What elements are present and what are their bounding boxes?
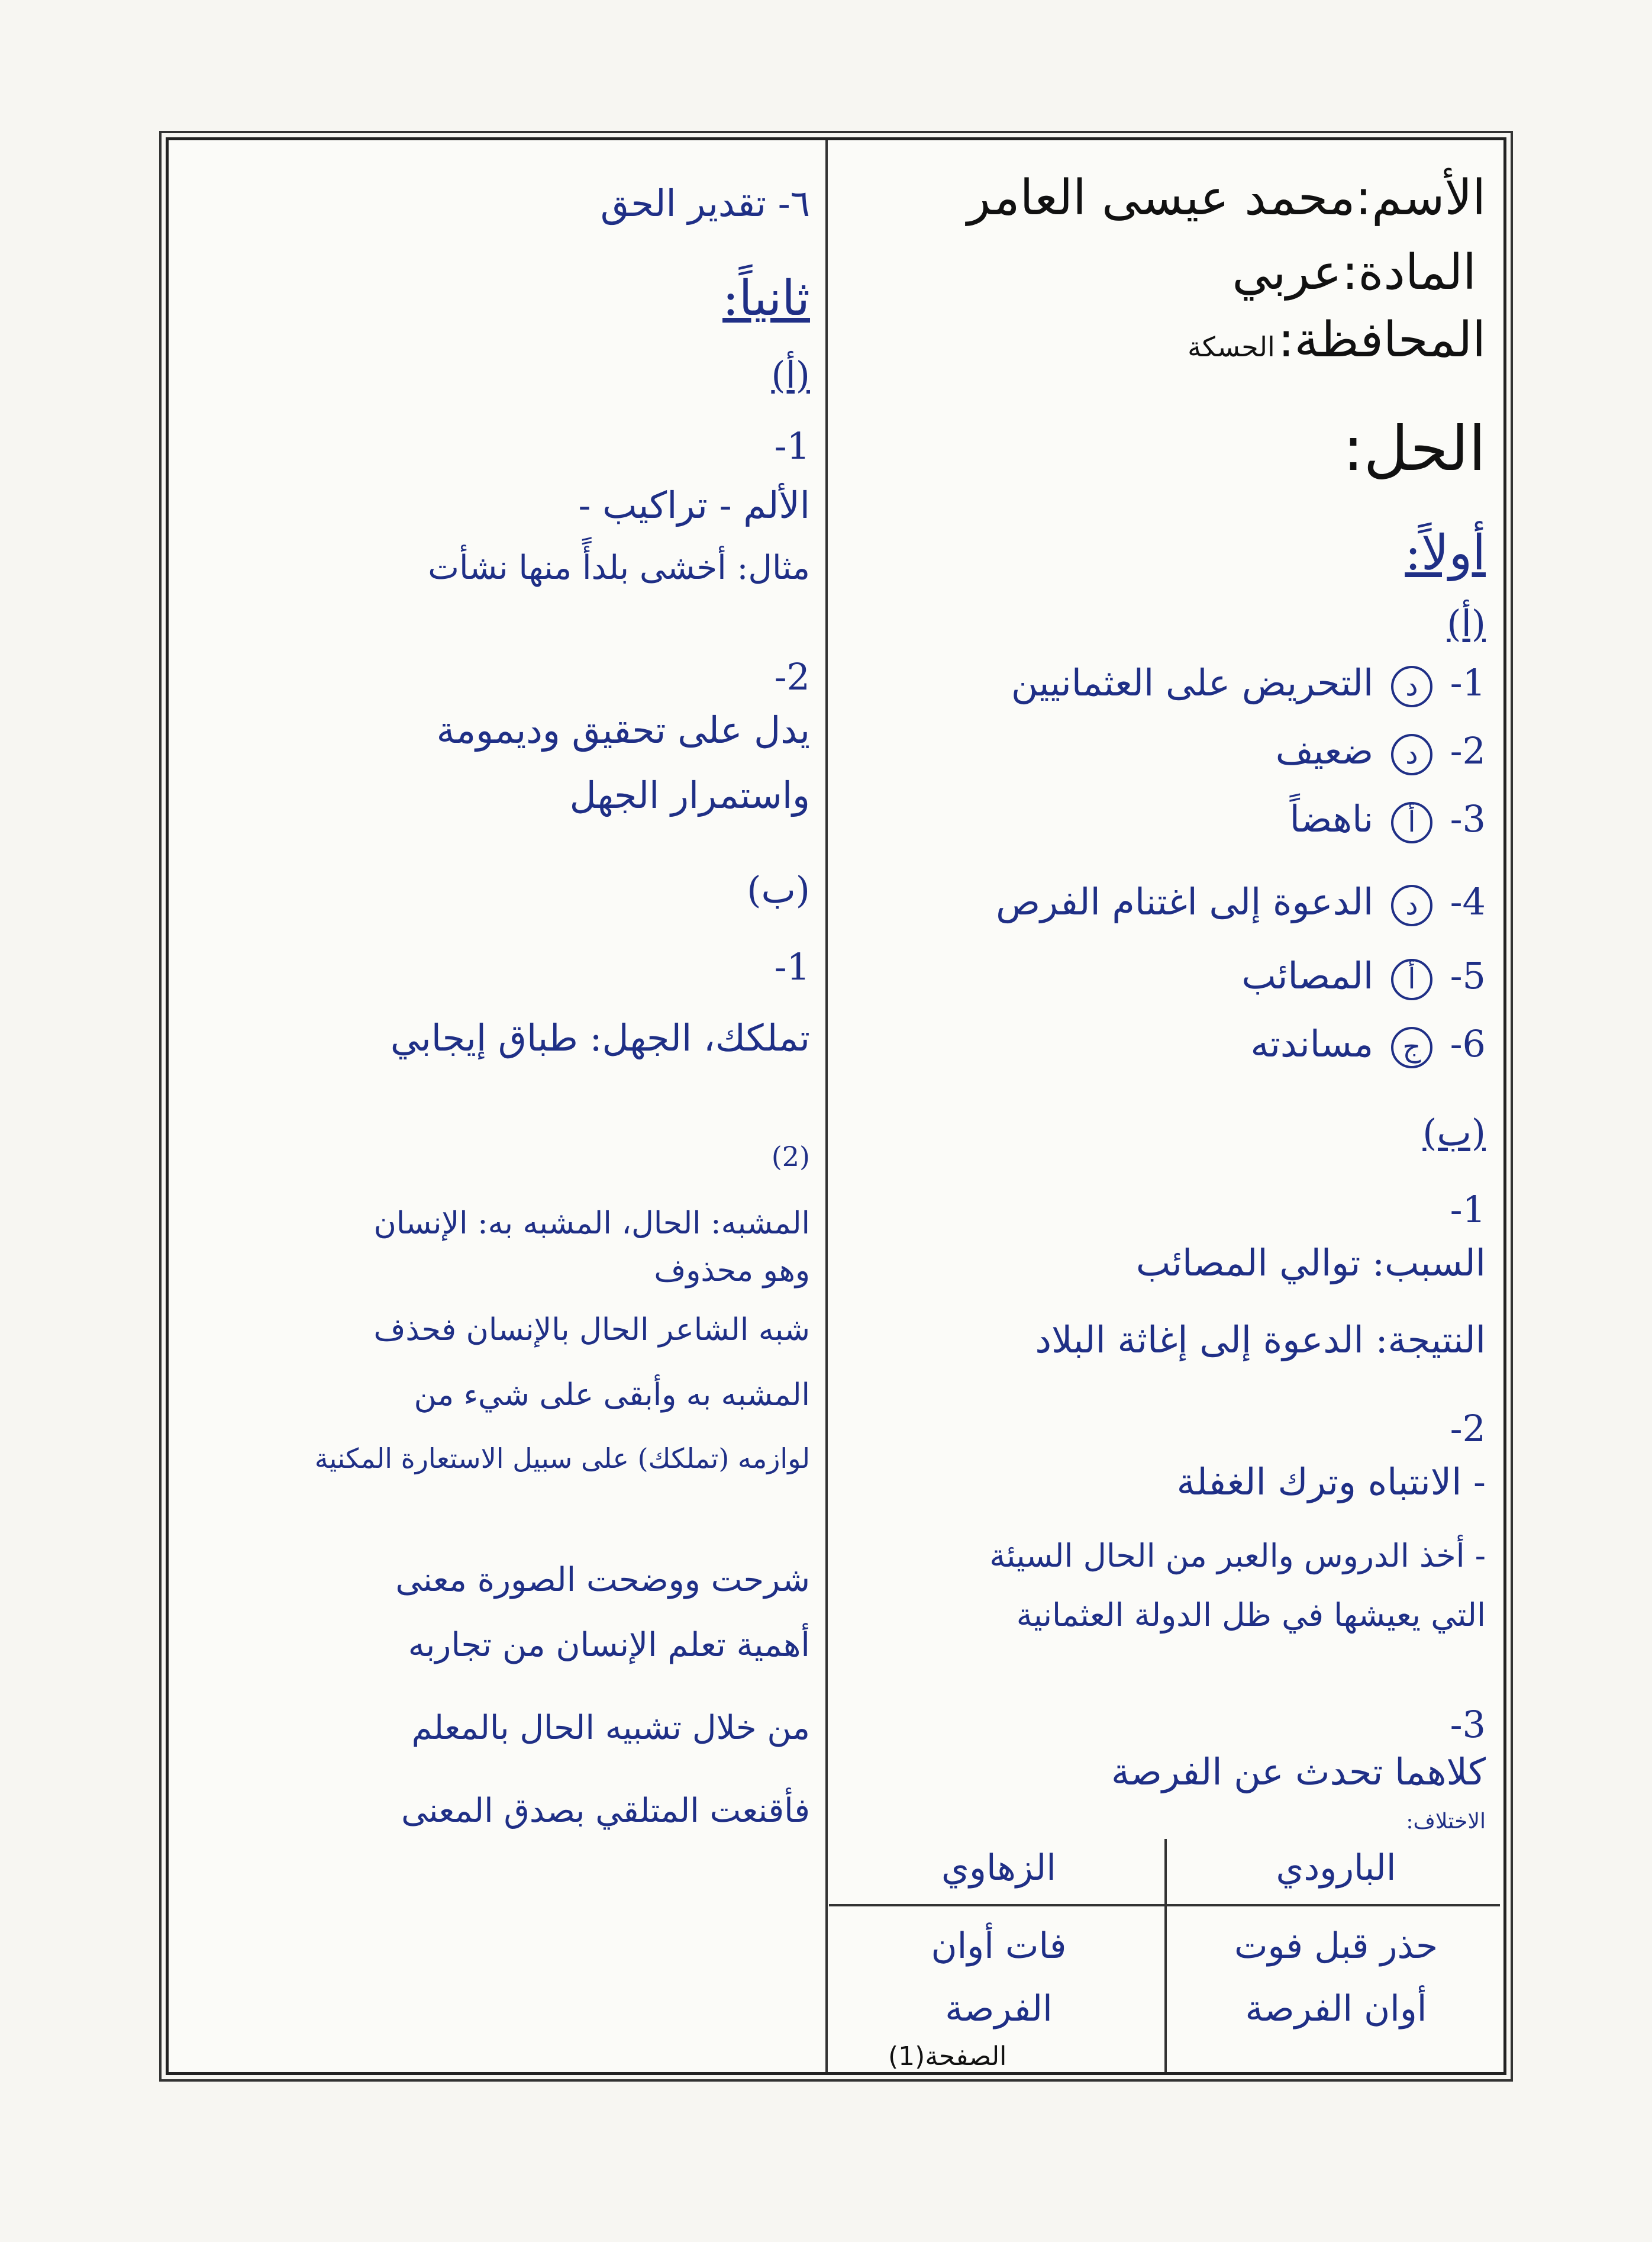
table-header-barudi: البارودي xyxy=(1276,1847,1396,1889)
b2-line1: - الانتباه وترك الغفلة xyxy=(1176,1460,1486,1503)
left-a2-num: 2- xyxy=(774,655,810,698)
left-b2-line3: شبه الشاعر الحال بالإنسان فحذف xyxy=(373,1312,810,1348)
subject-line xyxy=(1232,244,1476,301)
a-item-1-text: التحريض على العثمانيين xyxy=(1011,661,1374,704)
a-item-2-text: ضعيف xyxy=(1275,729,1374,772)
left-b2-line1: المشبه: الحال، المشبه به: الإنسان xyxy=(373,1206,810,1241)
b1-num: 1- xyxy=(1450,1188,1486,1231)
governorate-line xyxy=(1188,312,1486,368)
a-item-4-num: 4- xyxy=(1450,880,1486,923)
column-divider xyxy=(825,140,828,2072)
b2-line2: - أخذ الدروس والعبر من الحال السيئة xyxy=(989,1537,1486,1574)
table-vertical-line xyxy=(1164,1839,1167,2072)
a-item-5 xyxy=(1241,954,1486,1000)
a-item-4-text: الدعوة إلى اغتنام الفرص xyxy=(996,880,1374,923)
left-b2-line8: من خلال تشبيه الحال بالمعلم xyxy=(411,1709,810,1747)
a-item-6 xyxy=(1250,1022,1486,1068)
a-item-4-choice: د xyxy=(1391,885,1432,926)
subject-value: عربي xyxy=(1232,244,1342,301)
b3-num: 3- xyxy=(1450,1703,1486,1746)
left-part-b: (ب) xyxy=(747,868,810,911)
a-item-6-num: 6- xyxy=(1450,1022,1486,1065)
left-b2-line4: المشبه به وأبقى على شيء من xyxy=(414,1377,810,1413)
governorate-label: المحافظة: xyxy=(1277,312,1486,368)
a-item-3 xyxy=(1290,797,1486,843)
a-item-1-choice: د xyxy=(1391,666,1432,707)
name-value: محمد عيسى العامر xyxy=(967,170,1356,226)
table-header-zahawi: الزهاوي xyxy=(941,1847,1056,1889)
right-part-b: (ب) xyxy=(1422,1111,1486,1154)
section-second: ثانياً: xyxy=(722,270,810,327)
name-line xyxy=(967,170,1486,226)
left-a2-line2: واستمرار الجهل xyxy=(569,774,810,817)
a-item-2 xyxy=(1276,729,1486,775)
governorate-value: الحسكة xyxy=(1188,331,1275,363)
table-cell-barudi-2: أوان الفرصة xyxy=(1245,1988,1427,2030)
solution-title: الحل: xyxy=(1343,413,1486,485)
left-column xyxy=(169,140,824,2072)
left-b2-line6: شرحت ووضحت الصورة معنى xyxy=(395,1561,810,1599)
right-part-a: (أ) xyxy=(1447,602,1486,645)
left-b1-num: 1- xyxy=(774,945,810,988)
left-b2-line5: لوازمه (تملكك) على سبيل الاستعارة المكنية xyxy=(314,1442,810,1474)
b3-line1: كلاهما تحدث عن الفرصة xyxy=(1111,1750,1486,1793)
left-b2-num: (2) xyxy=(771,1141,810,1172)
a-item-2-choice: د xyxy=(1391,734,1432,775)
a-item-3-num: 3- xyxy=(1450,797,1486,840)
a-item-1 xyxy=(1011,661,1486,707)
item-6: ٦- تقدير الحق xyxy=(600,182,810,225)
section-first: أولاً: xyxy=(1405,525,1486,581)
table-cell-zahawi-2: الفرصة xyxy=(945,1988,1053,2030)
left-b2-line7: أهمية تعلم الإنسان من تجاربه xyxy=(408,1626,810,1664)
answer-sheet xyxy=(166,137,1506,2075)
b2-num: 2- xyxy=(1450,1407,1486,1450)
left-b1-line1: تملكك، الجهل: طباق إيجابي xyxy=(390,1016,810,1059)
b2-line3: التي يعيشها في ظل الدولة العثمانية xyxy=(1016,1596,1486,1634)
a-item-5-text: المصائب xyxy=(1241,954,1374,997)
left-a1-line1: الألم - تراكيب - xyxy=(578,484,810,527)
b1-result: النتيجة: الدعوة إلى إغاثة البلاد xyxy=(1035,1318,1486,1361)
b1-cause: السبب: توالي المصائب xyxy=(1135,1241,1486,1284)
a-item-6-choice: ج xyxy=(1391,1027,1432,1068)
b3-note: الاختلاف: xyxy=(1406,1809,1486,1834)
left-b2-line9: فأقنعت المتلقي بصدق المعنى xyxy=(401,1792,810,1830)
left-a2-line1: يدل على تحقيق وديمومة xyxy=(436,708,810,752)
right-column xyxy=(829,140,1500,2072)
subject-label: المادة: xyxy=(1341,244,1476,301)
page-number: الصفحة(1) xyxy=(888,2041,1007,2072)
a-item-2-num: 2- xyxy=(1450,729,1486,772)
name-label: الأسم: xyxy=(1355,170,1486,226)
a-item-6-text: مساندته xyxy=(1250,1022,1374,1065)
table-horizontal-line xyxy=(829,1904,1500,1906)
table-cell-zahawi-1: فات أوان xyxy=(931,1925,1067,1967)
a-item-1-num: 1- xyxy=(1450,661,1486,704)
a-item-5-choice: أ xyxy=(1391,959,1432,1000)
left-a1-num: 1- xyxy=(774,424,810,468)
left-a1-line2: مثال: أخشى بلدأً منها نشأت xyxy=(428,549,810,587)
a-item-5-num: 5- xyxy=(1450,954,1486,997)
table-cell-barudi-1: حذر قبل فوت xyxy=(1234,1925,1438,1967)
a-item-3-choice: أ xyxy=(1391,802,1432,843)
left-b2-line2: وهو محذوف xyxy=(654,1253,810,1288)
a-item-4 xyxy=(996,880,1486,926)
comparison-table xyxy=(829,1839,1500,2072)
left-part-a: (أ) xyxy=(771,353,810,397)
a-item-3-text: ناهضاً xyxy=(1289,797,1374,840)
